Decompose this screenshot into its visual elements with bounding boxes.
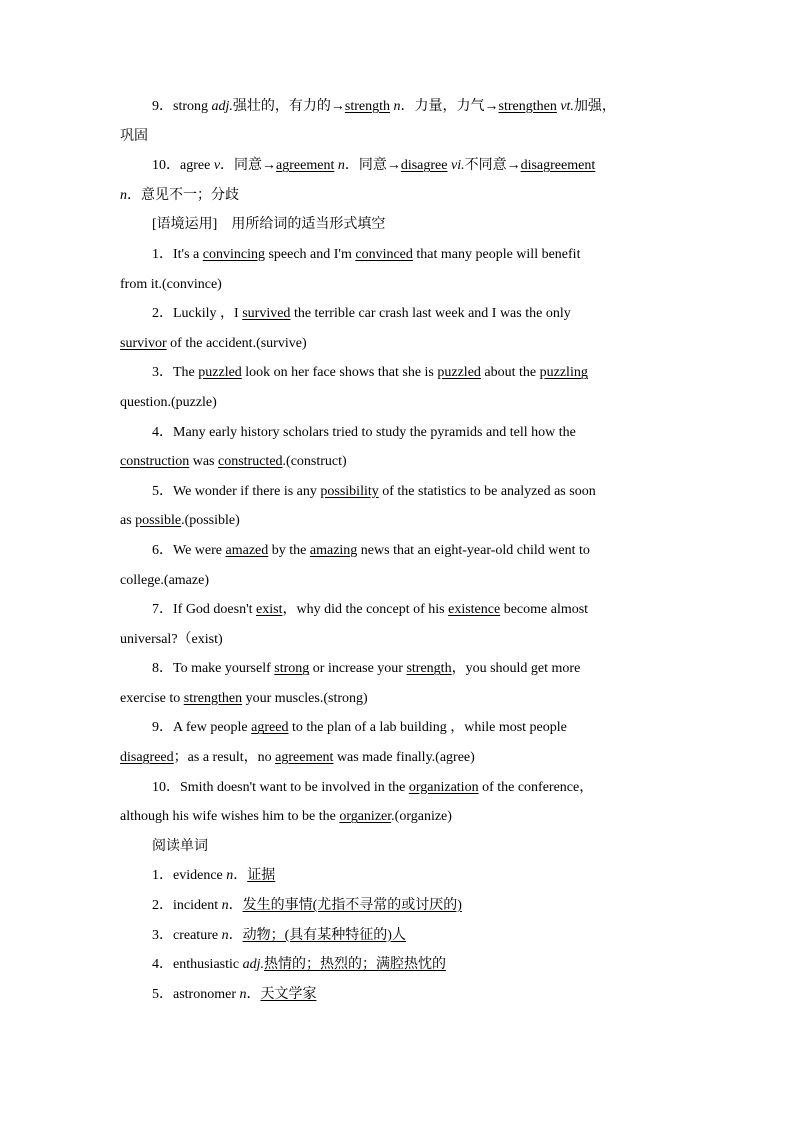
sentence-text: speech and I'm	[264, 246, 356, 262]
answer-blank: possibility	[320, 483, 379, 499]
answer-blank: strengthen	[498, 99, 557, 114]
sentence-text: 1．It's a	[152, 246, 203, 262]
part-of-speech: n	[221, 927, 229, 943]
exercise-3-cont	[120, 388, 680, 418]
exercise-2-cont	[120, 329, 680, 359]
part-of-speech: vt.	[560, 99, 574, 114]
sentence-text: news that an eight-year-old child went to	[357, 542, 590, 558]
word-family-9-cont	[120, 122, 680, 152]
section-heading-reading-words: 阅读单词	[152, 838, 208, 854]
exercise-9	[120, 713, 680, 743]
exercise-6-cont	[120, 566, 680, 596]
answer-blank: puzzling	[539, 365, 588, 381]
headword: 10．agree	[152, 158, 214, 174]
answer-blank: strong	[274, 661, 310, 677]
answer-blank: strength	[344, 99, 390, 114]
headword: 3．creature	[152, 927, 222, 943]
exercise-6	[120, 536, 680, 566]
sentence-text: 9．A few people	[152, 720, 252, 736]
exercise-10	[120, 773, 680, 803]
answer-blank: convinced	[355, 246, 413, 262]
reading-word-4	[120, 950, 680, 980]
sentence-text: ，you should get more	[451, 661, 581, 677]
answer-blank: agreed	[251, 720, 289, 736]
word-family-10	[120, 151, 680, 181]
answer-blank: 动物；(具有某种特征的)人	[242, 927, 406, 943]
answer-blank: constructed	[218, 454, 283, 470]
part-of-speech: vi.	[450, 158, 465, 174]
answer-blank: agreement	[275, 750, 334, 766]
exercise-7-cont	[120, 625, 680, 655]
part-of-speech: n	[393, 99, 401, 114]
exercise-4-cont	[120, 447, 680, 477]
sentence-text: 5．We wonder if there is any	[152, 483, 321, 499]
sentence-text: ，why did the concept of his	[282, 602, 449, 618]
exercise-7	[120, 595, 680, 625]
sentence-text: your muscles.(strong)	[242, 690, 368, 706]
meaning: 不同意→	[464, 158, 521, 174]
exercise-1-cont	[120, 270, 680, 300]
answer-blank: existence	[448, 602, 501, 618]
answer-blank: disagree	[400, 158, 448, 174]
meaning: ．意见不一；分歧	[127, 187, 239, 203]
answer-blank: convincing	[202, 246, 265, 262]
section-heading-context-use: [语境运用] 用所给词的适当形式填空	[152, 217, 386, 233]
exercise-5-cont	[120, 506, 680, 536]
headword: 5．astronomer	[152, 986, 240, 1002]
sentence-text: 8．To make yourself	[152, 661, 275, 677]
exercise-9-cont	[120, 743, 680, 773]
reading-word-1	[120, 861, 680, 891]
sentence-text: .(construct)	[282, 454, 347, 470]
answer-blank: 证据	[247, 868, 276, 884]
sentence-text: .(organize)	[391, 809, 452, 825]
separator: ．	[233, 868, 248, 884]
headword: 4．enthusiastic	[152, 957, 243, 973]
headword: 2．incident	[152, 898, 222, 914]
meaning: 巩固	[120, 128, 148, 144]
part-of-speech: n	[239, 986, 247, 1002]
document-page	[120, 92, 680, 1009]
answer-blank: organizer	[339, 809, 392, 825]
sentence-text: the terrible car crash last week and I was the only	[290, 306, 571, 322]
word-family-10-cont	[120, 181, 680, 211]
answer-blank: puzzled	[198, 365, 242, 381]
sentence-text: 7．If God doesn't	[152, 602, 257, 618]
headword: 9．strong	[152, 99, 212, 114]
exercise-2	[120, 299, 680, 329]
exercise-5	[120, 477, 680, 507]
sentence-text: of the accident.(survive)	[166, 335, 307, 351]
exercise-4	[120, 418, 680, 448]
sentence-text: or increase your	[309, 661, 407, 677]
sentence-text: 10．Smith doesn't want to be involved in the	[152, 779, 409, 795]
sentence-text: become almost	[500, 602, 589, 618]
sentence-text: exercise to	[120, 690, 184, 706]
sentence-text: to the plan of a lab building ，while most people	[288, 720, 567, 736]
exercise-8-cont	[120, 684, 680, 714]
sentence-text: by the	[268, 542, 310, 558]
sentence-text: was	[189, 454, 218, 470]
part-of-speech: n	[221, 898, 229, 914]
exercise-10-cont	[120, 802, 680, 832]
separator: ．	[228, 927, 243, 943]
reading-word-2	[120, 891, 680, 921]
sentence-text: question.(puzzle)	[120, 394, 217, 410]
meaning: 强壮的，有力的→	[232, 99, 345, 114]
exercise-3	[120, 358, 680, 388]
answer-blank: amazed	[225, 542, 269, 558]
separator: ．	[228, 898, 243, 914]
answer-blank: 热情的；热烈的；满腔热忱的	[264, 957, 446, 973]
exercise-1	[120, 240, 680, 270]
separator: ．	[246, 986, 261, 1002]
sentence-text: 2．Luckily ，I	[152, 306, 243, 322]
answer-blank: construction	[120, 454, 190, 470]
word-family-9	[120, 92, 680, 122]
sentence-text: that many people will benefit	[412, 246, 581, 262]
answer-blank: possible	[135, 513, 182, 529]
answer-blank: organization	[408, 779, 479, 795]
sentence-text: college.(amaze)	[120, 572, 209, 588]
part-of-speech: adj.	[242, 957, 264, 973]
part-of-speech: adj.	[211, 99, 233, 114]
sentence-text: although his wife wishes him to be the	[120, 809, 340, 825]
answer-blank: 天文学家	[260, 986, 317, 1002]
sentence-text: universal?（exist)	[120, 631, 223, 647]
answer-blank: disagreed	[120, 750, 174, 766]
part-of-speech: v	[213, 158, 221, 174]
answer-blank: disagreement	[520, 158, 596, 174]
part-of-speech: n	[226, 868, 234, 884]
sentence-text: 6．We were	[152, 542, 226, 558]
meaning: ．力量，力气→	[400, 99, 499, 114]
reading-word-5	[120, 980, 680, 1010]
answer-blank: strengthen	[183, 690, 243, 706]
answer-blank: strength	[406, 661, 452, 677]
reading-word-3	[120, 921, 680, 951]
sentence-text: 4．Many early history scholars tried to study the pyramids and tell how the	[152, 424, 576, 440]
sentence-text: look on her face shows that she is	[241, 365, 438, 381]
sentence-text: of the statistics to be analyzed as soon	[378, 483, 596, 499]
part-of-speech: n	[337, 158, 345, 174]
meaning: ．同意→	[220, 158, 277, 174]
answer-blank: amazing	[309, 542, 358, 558]
sentence-text: was made finally.(agree)	[333, 750, 475, 766]
exercise-8	[120, 654, 680, 684]
meaning: ．同意→	[344, 158, 401, 174]
sentence-text: from it.(convince)	[120, 276, 222, 292]
answer-blank: 发生的事情(尤指不寻常的或讨厌的)	[242, 898, 462, 914]
sentence-text: ；as a result，no	[173, 750, 276, 766]
sentence-text: about the	[480, 365, 540, 381]
answer-blank: puzzled	[437, 365, 481, 381]
answer-blank: agreement	[276, 158, 335, 174]
answer-blank: survivor	[120, 335, 167, 351]
meaning: 加强，	[573, 99, 616, 114]
sentence-text: 3．The	[152, 365, 199, 381]
part-of-speech: n	[120, 187, 127, 203]
sentence-text: .(possible)	[181, 513, 240, 529]
answer-blank: survived	[242, 306, 291, 322]
headword: 1．evidence	[152, 868, 227, 884]
answer-blank: exist	[256, 602, 283, 618]
sentence-text: of the conference，	[478, 779, 594, 795]
sentence-text: as	[120, 513, 136, 529]
